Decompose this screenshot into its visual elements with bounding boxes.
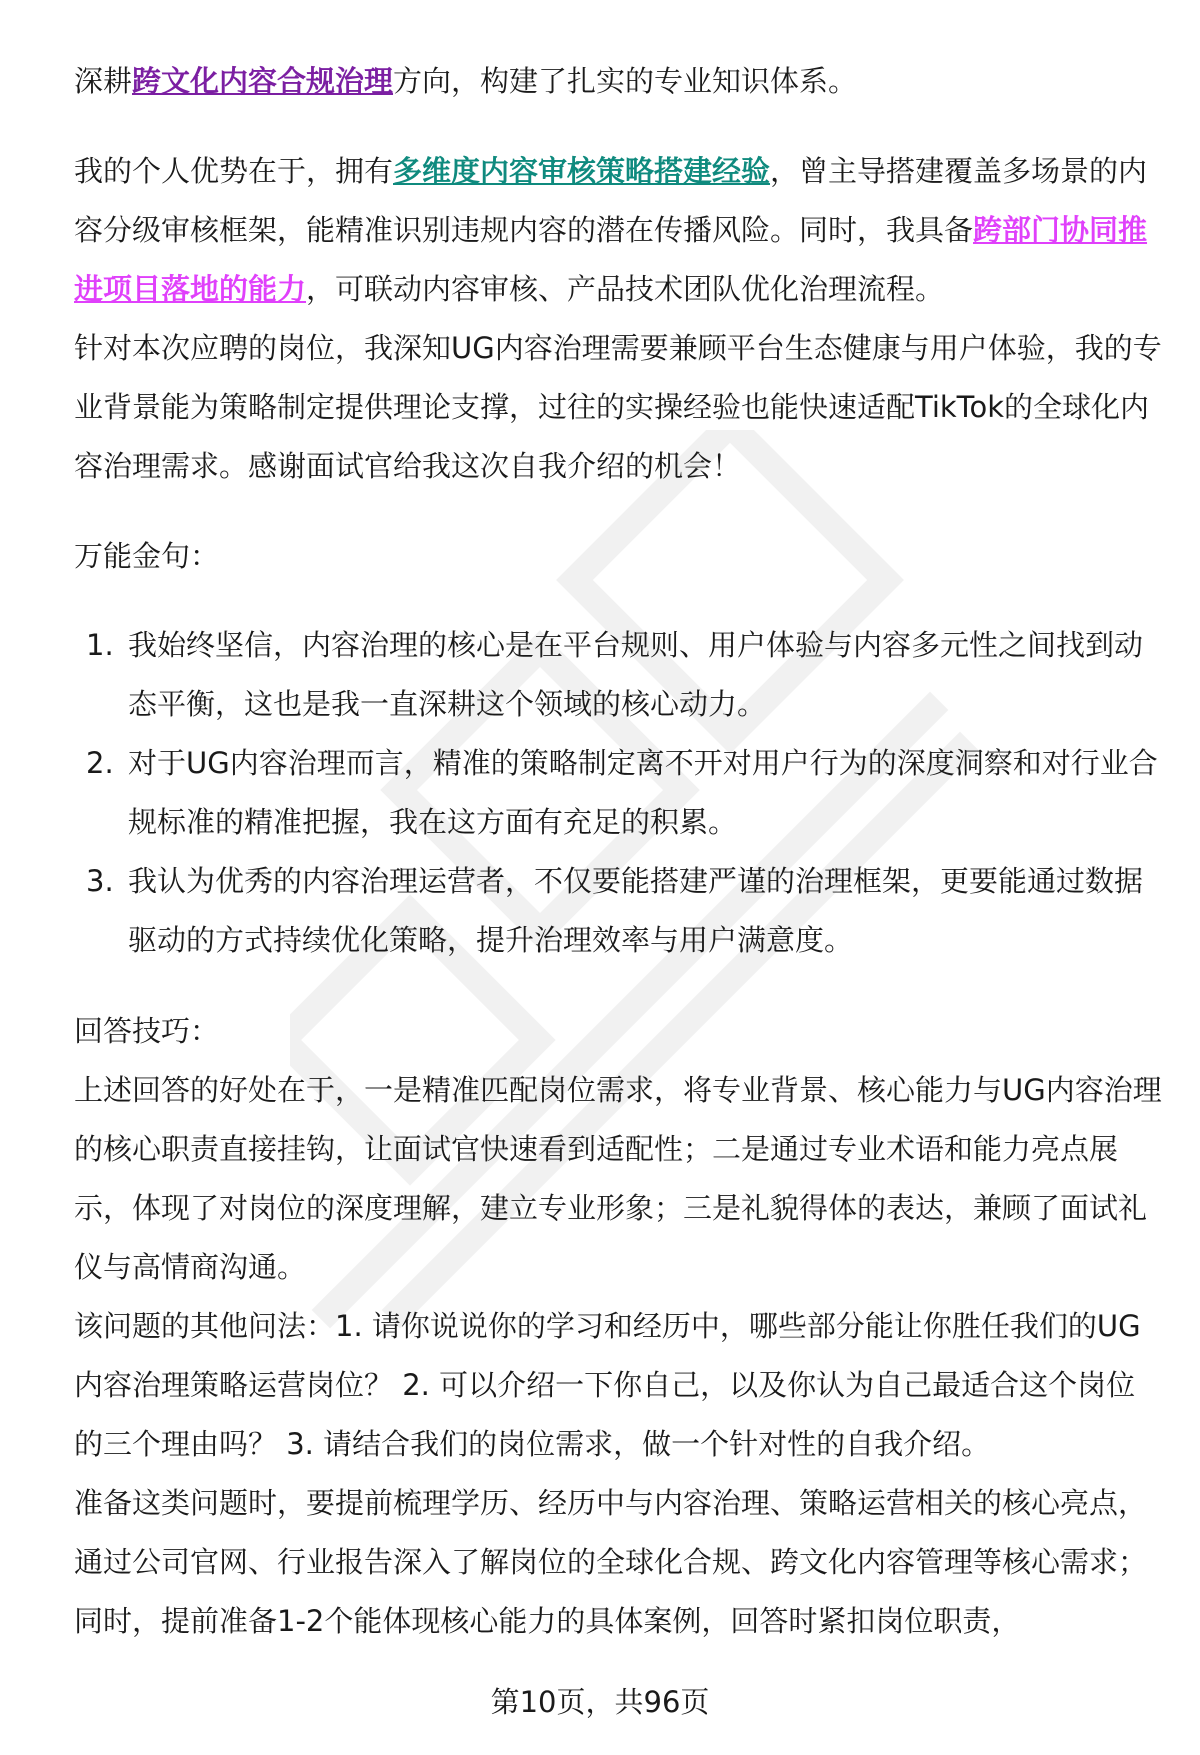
list-number: 3. — [86, 864, 114, 898]
list-number: 1. — [86, 628, 114, 662]
text-run: 我的个人优势在于，拥有 — [74, 154, 394, 188]
text-run: ，可联动内容审核、产品技术团队优化治理流程。 — [306, 272, 945, 306]
golden-sentences-list — [74, 616, 1164, 970]
list-item — [74, 852, 1164, 970]
highlight-review-strategy: 多维度内容审核策略搭建经验 — [393, 154, 771, 188]
answer-tips-heading: 回答技巧： — [74, 1014, 220, 1048]
intro-paragraph — [74, 52, 1164, 111]
highlight-cross-cultural-compliance: 跨文化内容合规治理 — [132, 64, 394, 98]
list-item — [74, 734, 1164, 852]
highlight-cross-department: 跨部门协同推进项目落地的能力 — [74, 213, 1148, 306]
text-run: 深耕 — [74, 64, 133, 98]
advantage-paragraph — [74, 142, 1164, 319]
text-run: 方向，构建了扎实的专业知识体系。 — [393, 64, 858, 98]
position-paragraph: 针对本次应聘的岗位，我深知UG内容治理需要兼顾平台生态健康与用户体验，我的专业背景能为策略制定提供理论支撑，过往的实操经验也能快速适配TikTok的全球化内容治理需求。感谢面试官给我这次自我介绍的机会！ — [74, 331, 1162, 483]
golden-sentences-heading: 万能金句： — [74, 539, 220, 573]
document-body — [74, 52, 1164, 1651]
list-item-text: 对于UG内容治理而言，精准的策略制定离不开对用户行为的深度洞察和对行业合规标准的精准把握，我在这方面有充足的积累。 — [128, 746, 1158, 839]
preparation-paragraph: 准备这类问题时，要提前梳理学历、经历中与内容治理、策略运营相关的核心亮点，通过公司官网、行业报告深入了解岗位的全球化合规、跨文化内容管理等核心需求；同时，提前准备1-2个能体现核心能力的具体案例，回答时紧扣岗位职责， — [74, 1486, 1148, 1638]
list-number: 2. — [86, 746, 114, 780]
text-run: ，曾主导搭建覆盖多场景的内容分级审核框架，能精准识别违规内容的潜在传播风险。同时，我具备 — [74, 154, 1148, 247]
tips-benefits-paragraph: 上述回答的好处在于，一是精准匹配岗位需求，将专业背景、核心能力与UG内容治理的核心职责直接挂钩，让面试官快速看到适配性；二是通过专业术语和能力亮点展示，体现了对岗位的深度理解，建立专业形象；三是礼貌得体的表达，兼顾了面试礼仪与高情商沟通。 — [74, 1073, 1162, 1284]
list-item — [74, 616, 1164, 734]
list-item-text: 我始终坚信，内容治理的核心是在平台规则、用户体验与内容多元性之间找到动态平衡，这也是我一直深耕这个领域的核心动力。 — [128, 628, 1144, 721]
list-item-text: 我认为优秀的内容治理运营者，不仅要能搭建严谨的治理框架，更要能通过数据驱动的方式持续优化策略，提升治理效率与用户满意度。 — [128, 864, 1144, 957]
page-number-footer: 第10页，共96页 — [490, 1685, 710, 1719]
alternative-questions-paragraph: 该问题的其他问法：1. 请你说说你的学习和经历中，哪些部分能让你胜任我们的UG内容治理策略运营岗位？ 2. 可以介绍一下你自己，以及你认为自己最适合这个岗位的三个理由吗？ 3. 请结合我们的岗位需求，做一个针对性的自我介绍。 — [74, 1309, 1141, 1461]
